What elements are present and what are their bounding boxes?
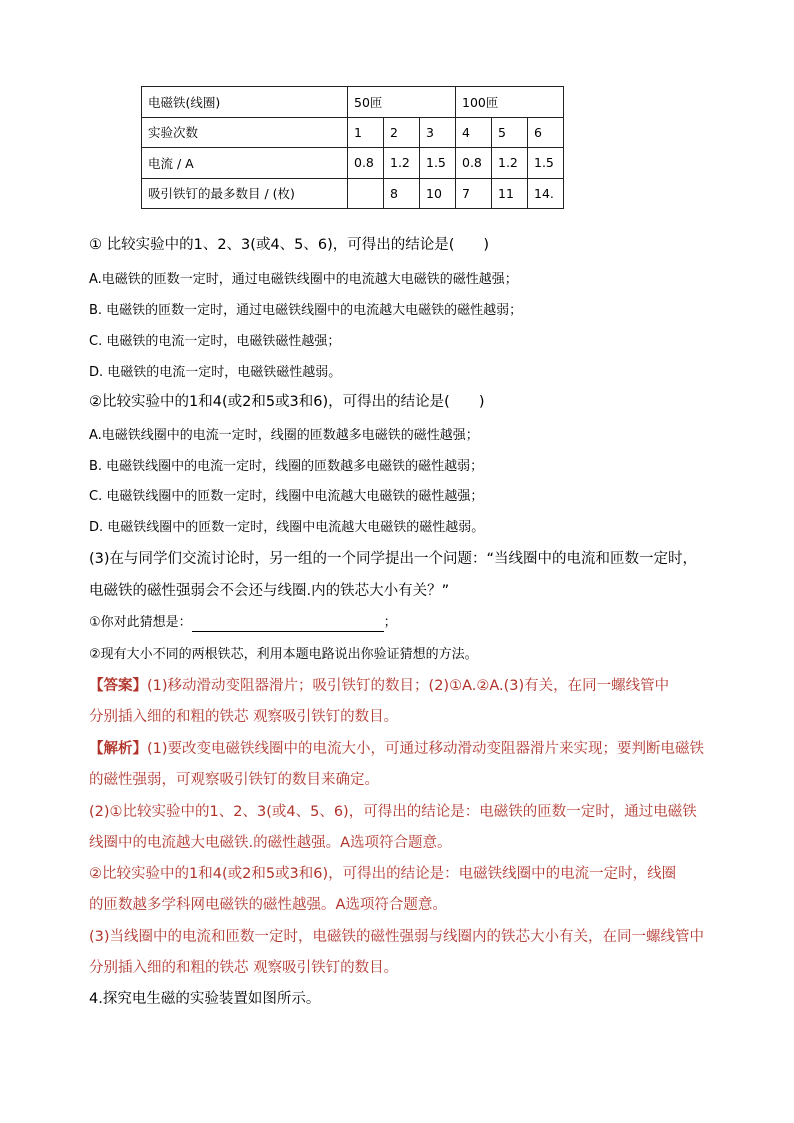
question-2-option-d: D. 电磁铁线圈中的匝数一定时，线圈中电流越大电磁铁的磁性越弱。 [89, 520, 485, 535]
table-cell: 实验次数 [142, 117, 348, 148]
question-2-option-b: B. 电磁铁线圈中的电流一定时，线圈的匝数越多电磁铁的磁性越弱； [89, 459, 484, 474]
table-cell: 14. [528, 178, 564, 209]
analysis-line-7: (3)当线圈中的电流和匝数一定时，电磁铁的磁性强弱与线圈内的铁芯大小有关，在同一螺线管中 [89, 929, 705, 945]
answer-tag: 【答案】 [89, 678, 147, 694]
table-cell: 电流 / A [142, 148, 348, 179]
table-cell: 7 [456, 178, 492, 209]
question-2-stem: ②比较实验中的1和4(或2和5或3和6)，可得出的结论是( ) [89, 394, 485, 410]
table-cell: 1.5 [420, 148, 456, 179]
table-cell: 4 [456, 117, 492, 148]
table-cell: 10 [420, 178, 456, 209]
question-1-option-d: D. 电磁铁的电流一定时，电磁铁磁性越弱。 [89, 365, 342, 380]
table-cell: 1.2 [384, 148, 420, 179]
question-2-option-c: C. 电磁铁线圈中的匝数一定时，线圈中电流越大电磁铁的磁性越强； [89, 489, 484, 504]
table-cell: 1.2 [492, 148, 528, 179]
analysis-line-2: 的磁性强弱，可观察吸引铁钉的数目来确定。 [89, 772, 379, 788]
question-3-line-1: (3)在与同学们交流讨论时，另一组的一个同学提出一个问题：“当线圈中的电流和匝数一定时， [89, 551, 698, 567]
question-2-option-a: A.电磁铁线圈中的电流一定时，线圈的匝数越多电磁铁的磁性越强； [89, 428, 479, 443]
table-cell: 0.8 [456, 148, 492, 179]
guess-end: ； [383, 615, 397, 630]
table-cell: 6 [528, 117, 564, 148]
table-row [142, 178, 564, 209]
analysis-line-6: 的匝数越多学科网电磁铁的磁性越强。A选项符合题意。 [89, 897, 447, 913]
guess-line [89, 614, 397, 632]
table-cell: 100匝 [456, 87, 564, 118]
table-row [142, 87, 564, 118]
analysis-line-5: ②比较实验中的1和4(或2和5或3和6)，可得出的结论是：电磁铁线圈中的电流一定时，线圈 [89, 866, 677, 882]
next-question: 4.探究电生磁的实验装置如图所示。 [89, 991, 321, 1007]
table-cell: 0.8 [348, 148, 384, 179]
analysis-line-3: (2)①比较实验中的1、2、3(或4、5、6)，可得出的结论是：电磁铁的匝数一定时，通过电磁铁 [89, 804, 697, 820]
question-1-option-a: A.电磁铁的匝数一定时，通过电磁铁线圈中的电流越大电磁铁的磁性越强； [89, 272, 518, 287]
question-1-option-c: C. 电磁铁的电流一定时，电磁铁磁性越强； [89, 334, 341, 349]
table-cell: 1 [348, 117, 384, 148]
analysis-tag: 【解析】 [89, 741, 147, 757]
answer-text: (1)移动滑动变阻器滑片；吸引铁钉的数目；(2)①A.②A.(3)有关，在同一螺线管中 [147, 678, 670, 694]
table-cell: 8 [384, 178, 420, 209]
table-cell: 50匝 [348, 87, 456, 118]
method-question: ②现有大小不同的两根铁芯，利用本题电路说出你验证猜想的方法。 [89, 647, 478, 662]
answer-blank[interactable] [192, 617, 384, 632]
question-3-line-2: 电磁铁的磁性强弱会不会还与线圈.内的铁芯大小有关？” [89, 583, 450, 599]
table-cell: 3 [420, 117, 456, 148]
table-cell: 吸引铁钉的最多数目 / (枚) [142, 178, 348, 209]
table-cell: 11 [492, 178, 528, 209]
answer-line-2: 分别插入细的和粗的铁芯 观察吸引铁钉的数目。 [89, 709, 399, 725]
answer-line-1 [89, 677, 669, 695]
analysis-line-1 [89, 740, 704, 758]
table-cell: 1.5 [528, 148, 564, 179]
question-1-stem: ① 比较实验中的1、2、3(或4、5、6)，可得出的结论是( ) [89, 237, 490, 253]
table-row [142, 148, 564, 179]
guess-label: ①你对此猜想是： [89, 615, 192, 630]
experiment-table [141, 86, 564, 209]
table-cell: 电磁铁(线圈) [142, 87, 348, 118]
question-1-option-b: B. 电磁铁的匝数一定时，通过电磁铁线圈中的电流越大电磁铁的磁性越弱； [89, 303, 523, 318]
table-cell [348, 178, 384, 209]
analysis-text: (1)要改变电磁铁线圈中的电流大小，可通过移动滑动变阻器滑片来实现；要判断电磁铁 [147, 741, 705, 757]
table-row [142, 117, 564, 148]
analysis-line-8: 分别插入细的和粗的铁芯 观察吸引铁钉的数目。 [89, 960, 399, 976]
table-cell: 5 [492, 117, 528, 148]
table-cell: 2 [384, 117, 420, 148]
analysis-line-4: 线圈中的电流越大电磁铁.的磁性越强。A选项符合题意。 [89, 835, 452, 851]
